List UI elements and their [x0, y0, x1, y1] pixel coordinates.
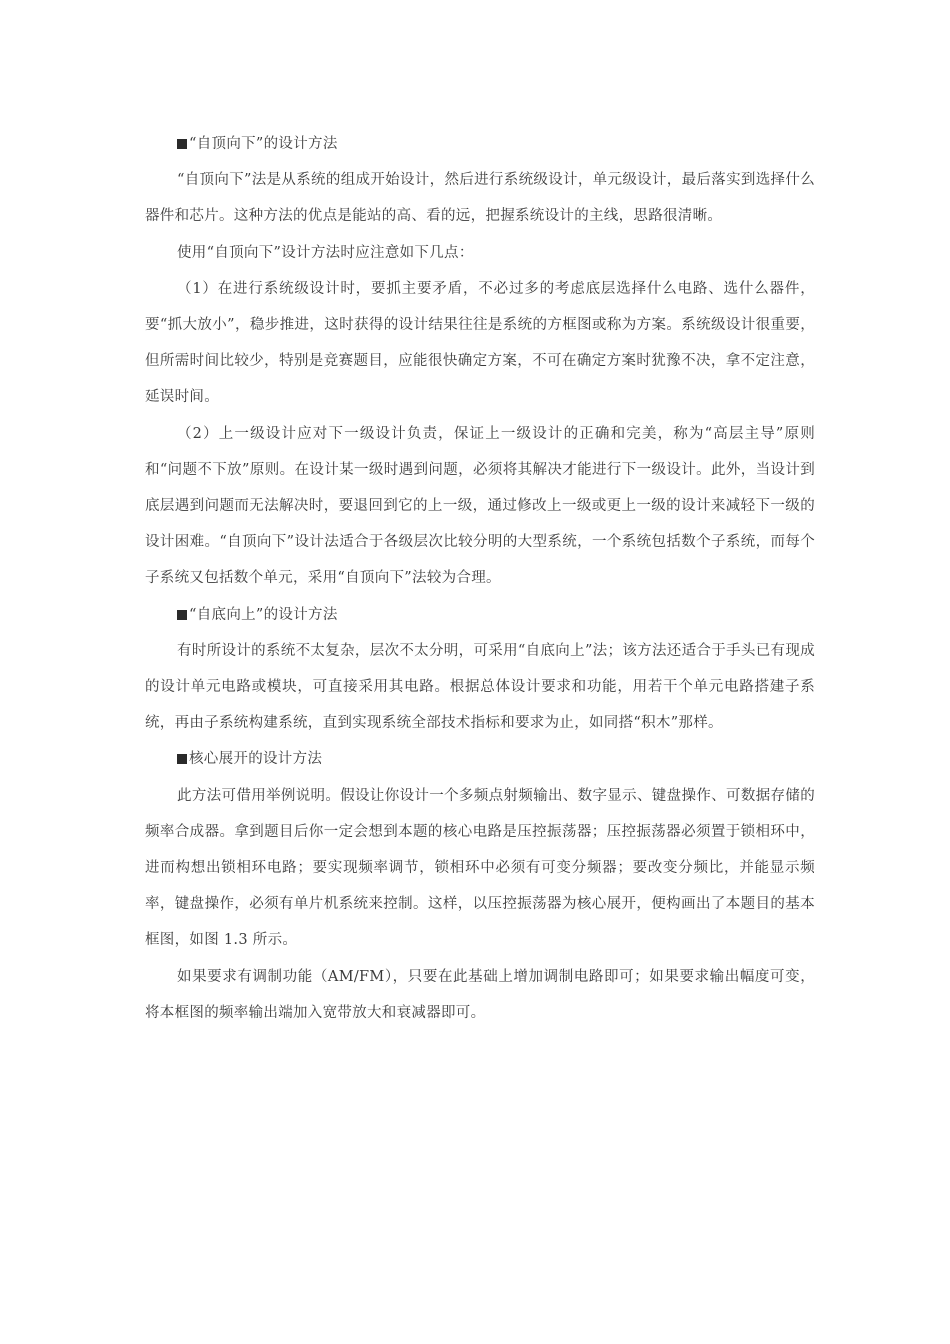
paragraph: 有时所设计的系统不太复杂，层次不太分明，可采用“自底向上”法；该方法还适合于手头已有现成的设计单元电路或模块，可直接采用其电路。根据总体设计要求和功能，用若干个单元电路搭建子系统，再由子系统构建系统，直到实现系统全部技术指标和要求为止，如同搭“积木”那样。	[145, 642, 815, 732]
paragraph: （1）在进行系统级设计时，要抓主要矛盾，不必过多的考虑底层选择什么电路、选什么器件，要“抓大放小”，稳步推进，这时获得的设计结果往往是系统的方框图或称为方案。系统级设计很重要，但所需时间比较少，特别是竞赛题目，应能很快确定方案，不可在确定方案时犹豫不决，拿不定注意，延误时间。	[145, 280, 815, 406]
paragraph: 如果要求有调制功能（AM/FM），只要在此基础上增加调制电路即可；如果要求输出幅度可变，将本框图的频率输出端加入宽带放大和衰减器即可。	[145, 968, 815, 1021]
document-body	[145, 126, 815, 1031]
square-bullet-icon	[177, 754, 187, 764]
section-heading-core-expand	[145, 741, 815, 777]
paragraph: “自顶向下”法是从系统的组成开始设计，然后进行系统级设计，单元级设计，最后落实到选择什么器件和芯片。这种方法的优点是能站的高、看的远，把握系统设计的主线，思路很清晰。	[145, 172, 815, 225]
section-heading-bottom-up	[145, 597, 815, 633]
section-heading-top-down	[145, 126, 815, 162]
section-heading-text: 核心展开的设计方法	[189, 751, 323, 768]
square-bullet-icon	[177, 610, 187, 620]
paragraph: （2）上一级设计应对下一级设计负责，保证上一级设计的正确和完美，称为“高层主导”原则和“问题不下放”原则。在设计某一级时遇到问题，必须将其解决才能进行下一级设计。此外，当设计到底层遇到问题而无法解决时，要退回到它的上一级，通过修改上一级或更上一级的设计来减轻下一级的设计困难。“自顶向下”设计法适合于各级层次比较分明的大型系统，一个系统包括数个子系统，而每个子系统又包括数个单元，采用“自顶向下”法较为合理。	[145, 425, 815, 587]
paragraph: 使用“自顶向下”设计方法时应注意如下几点：	[177, 244, 474, 261]
square-bullet-icon	[177, 139, 187, 149]
paragraph: 此方法可借用举例说明。假设让你设计一个多频点射频输出、数字显示、键盘操作、可数据存储的频率合成器。拿到题目后你一定会想到本题的核心电路是压控振荡器；压控振荡器必须置于锁相环中，进而构想出锁相环电路；要实现频率调节，锁相环中必须有可变分频器；要改变分频比，并能显示频率，键盘操作，必须有单片机系统来控制。这样，以压控振荡器为核心展开，便构画出了本题目的基本框图，如图 1.3 所示。	[145, 787, 815, 949]
section-heading-text: “自底向上”的设计方法	[189, 606, 338, 623]
section-heading-text: “自顶向下”的设计方法	[189, 136, 338, 152]
